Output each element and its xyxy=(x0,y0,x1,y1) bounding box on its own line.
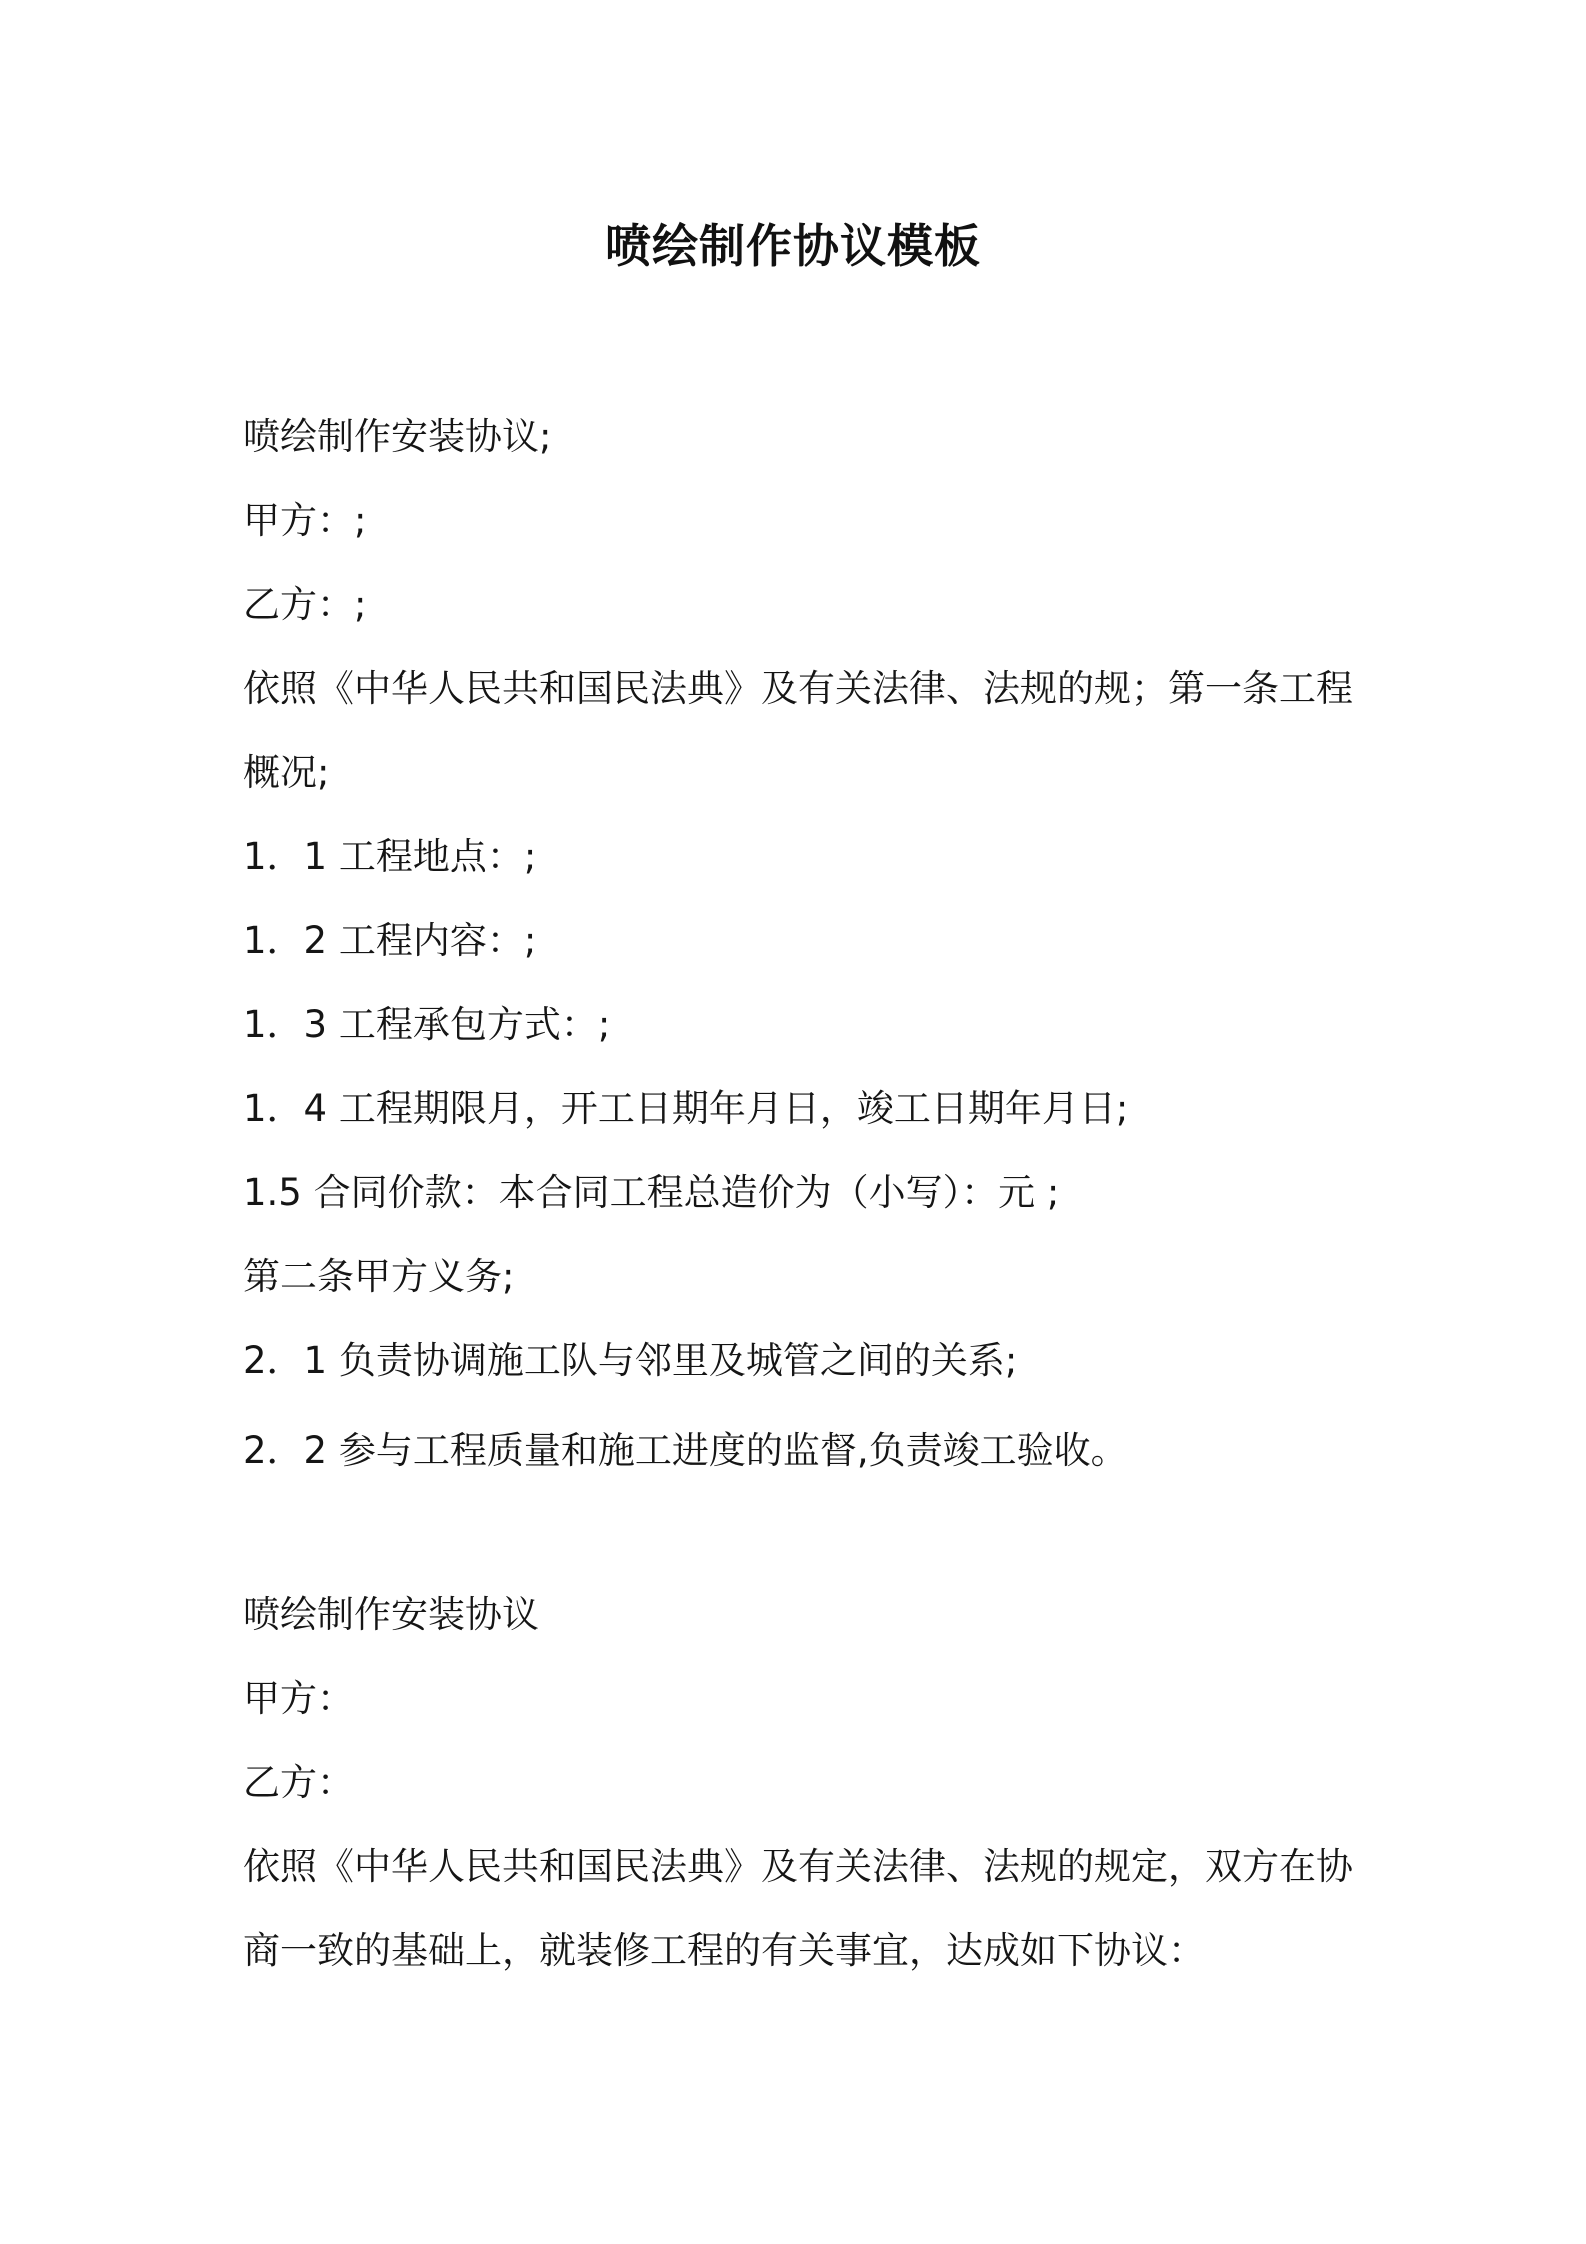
article-2-heading: 第二条甲方义务; xyxy=(243,1255,515,1298)
section1-party-b: 乙方：; xyxy=(243,583,367,626)
section2-heading: 喷绘制作安装协议 xyxy=(243,1593,539,1636)
section2-party-a: 甲方： xyxy=(243,1677,354,1720)
clause-1-5: 1.5 合同价款：本合同工程总造价为（小写）：元 ; xyxy=(243,1171,1060,1214)
clause-1-4: 1．4 工程期限月，开工日期年月日，竣工日期年月日; xyxy=(243,1087,1129,1130)
section1-preamble-line1: 依照《中华人民共和国民法典》及有关法律、法规的规；第一条工程 xyxy=(243,667,1353,710)
section1-preamble-line2: 概况; xyxy=(243,751,330,794)
clause-1-2: 1．2 工程内容：; xyxy=(243,919,537,962)
section2-party-b: 乙方： xyxy=(243,1761,354,1804)
clause-2-2: 2．2 参与工程质量和施工进度的监督,负责竣工验收。 xyxy=(243,1429,1128,1472)
clause-2-1: 2．1 负责协调施工队与邻里及城管之间的关系; xyxy=(243,1339,1018,1382)
section1-party-a: 甲方：; xyxy=(243,499,367,542)
clause-1-3: 1．3 工程承包方式：; xyxy=(243,1003,611,1046)
clause-1-1: 1．1 工程地点：; xyxy=(243,835,537,878)
section1-heading: 喷绘制作安装协议; xyxy=(243,415,552,458)
section2-preamble-line1: 依照《中华人民共和国民法典》及有关法律、法规的规定，双方在协 xyxy=(243,1845,1353,1888)
section2-preamble-line2: 商一致的基础上，就装修工程的有关事宜，达成如下协议： xyxy=(243,1929,1205,1972)
document-title: 喷绘制作协议模板 xyxy=(605,219,981,273)
